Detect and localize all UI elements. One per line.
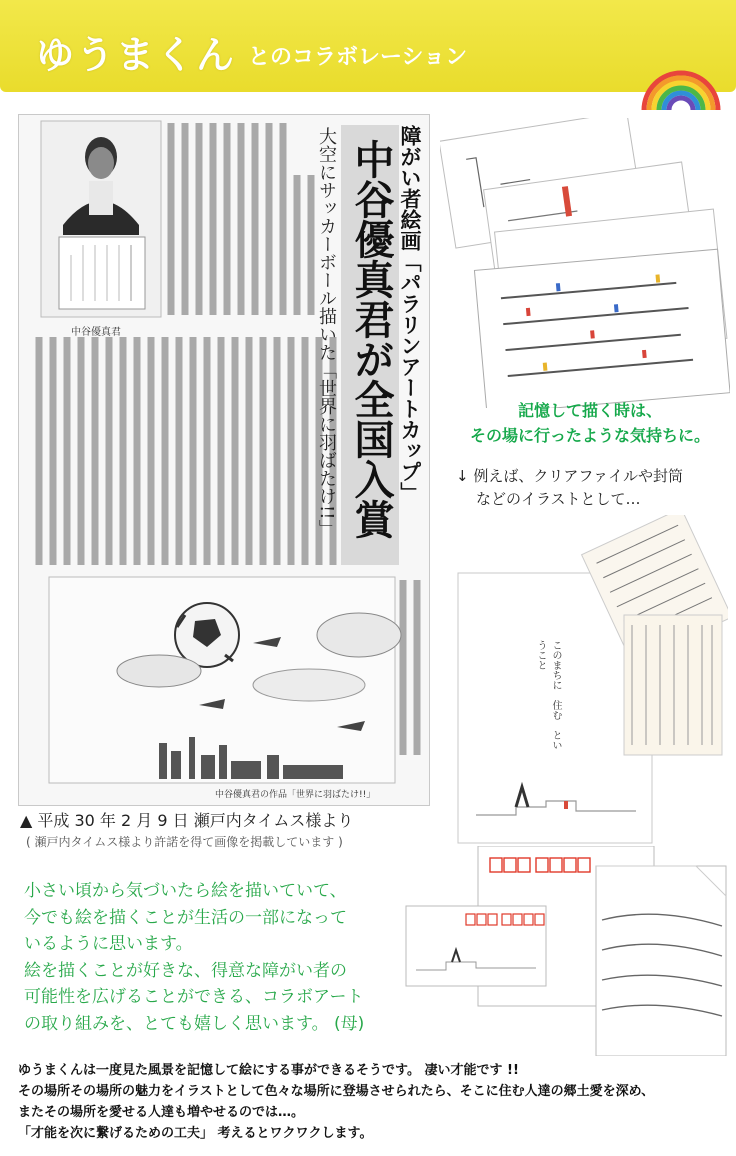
quote-line: 可能性を広げることができる、コラボアート	[24, 987, 364, 1007]
clear-file-folder	[456, 515, 728, 847]
quote-line: の取り組みを、とても嬉しく思います。 (母)	[24, 1013, 365, 1034]
header-banner	[0, 0, 736, 92]
newspaper-clipping	[18, 114, 430, 806]
quote-line: 絵を描くことが好きな、得意な障がい者の	[24, 960, 347, 981]
subheadline: 大空にサッカーボール描いた「世界に羽ばたけ!!」	[316, 127, 337, 538]
memory-caption	[452, 398, 728, 448]
page-title: ゆうまくん	[36, 33, 237, 77]
example-line-1: ↓ 例えば、クリアファイルや封筒	[456, 467, 684, 485]
footer-line: またその場所を愛せる人達も増やせるのでは…。	[18, 1105, 305, 1120]
artwork-prints	[440, 118, 730, 408]
footer-line: ゆうまくんは一度見た風景を記憶して絵にする事ができるそうです。 凄い才能です !!	[18, 1063, 519, 1078]
memory-caption-line-2: その場に行ったような気持ちに。	[469, 426, 710, 445]
photo-caption: 中谷優真君	[71, 327, 121, 338]
footer-line: 「才能を次に繋げるための工夫」 考えるとワクワクします。	[18, 1126, 373, 1141]
envelope-mockups	[396, 846, 730, 1056]
rainbow-icon	[640, 66, 722, 112]
quote-line: いるように思います。	[24, 934, 193, 954]
memory-caption-line-1: 記憶して描く時は、	[517, 401, 662, 420]
folder-vertical-text: このまちに 住む ということ	[535, 640, 561, 750]
page-subtitle: とのコラボレーション	[248, 45, 468, 70]
mother-quote	[24, 878, 394, 1037]
footer-line: その場所その場所の魅力をイラストとして色々な場所に登場させられたら、そこに住む人達の郷土愛を深め、	[18, 1084, 655, 1099]
footer-text	[18, 1060, 728, 1144]
source-credit: ▲ 平成 30 年 2 月 9 日 瀬戸内タイムス様より	[20, 811, 354, 830]
headline-kicker: 障がい者絵画「パラリンアートカップ」	[398, 125, 423, 503]
headline: 中谷優真君が全国入賞	[348, 139, 394, 539]
quote-line: 今でも絵を描くことが生活の一部になって	[24, 907, 347, 928]
quote-line: 小さい頃から気づいたら絵を描いていて、	[24, 881, 347, 901]
artwork-caption: 中谷優真君の作品「世界に羽ばたけ!!」	[215, 790, 376, 800]
permission-note: ( 瀬戸内タイムス様より許諾を得て画像を掲載しています )	[26, 835, 343, 849]
example-line-2: などのイラストとして…	[476, 490, 641, 508]
